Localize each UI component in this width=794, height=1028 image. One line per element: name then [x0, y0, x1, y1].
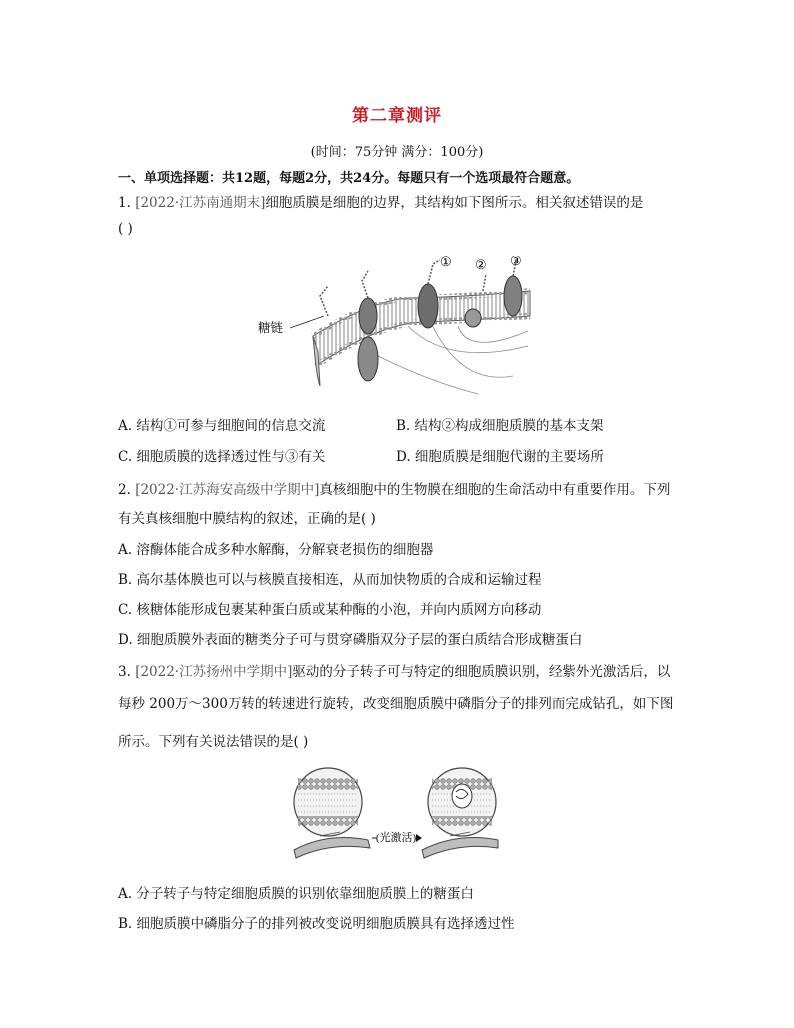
option-1d[interactable]: D. 细胞质膜是细胞代谢的主要场所	[396, 449, 604, 465]
option-2d[interactable]: D. 细胞质膜外表面的糖类分子可与贯穿磷脂双分子层的蛋白质结合形成糖蛋白	[118, 632, 583, 648]
question-2-stem-cont: 有关真核细胞中膜结构的叙述，正确的是( )	[118, 511, 376, 527]
question-source: [2022·江苏海安高级中学期中]	[135, 482, 320, 498]
answer-paren: ( )	[118, 221, 133, 237]
question-source: [2022·江苏南通期末]	[135, 195, 266, 211]
exam-info: (时间：75分钟 满分：100分)	[310, 145, 484, 160]
question-text: 驱动的分子转子可与特定的细胞质膜识别，经紫外光激活后，以	[292, 664, 671, 680]
question-3-stem	[118, 660, 670, 680]
question-text: 细胞质膜是细胞的边界，其结构如下图所示。相关叙述错误的是	[265, 195, 644, 211]
marker-1: ①	[440, 256, 452, 270]
option-3b[interactable]: B. 细胞质膜中磷脂分子的排列被改变说明细胞质膜具有选择透过性	[118, 916, 515, 932]
marker-3: ③	[510, 256, 522, 269]
option-1b[interactable]: B. 结构②构成细胞质膜的基本支架	[396, 418, 604, 434]
question-text: 真核细胞中的生物膜在细胞的生命活动中有重要作用。下列	[319, 482, 671, 498]
question-source: [2022·江苏扬州中学期中]	[135, 664, 293, 680]
section-heading: 一、单项选择题：共12题，每题2分，共24分。每题只有一个选项最符合题意。	[118, 171, 580, 186]
question-3-stem-cont: 每秒 200万～300万转的转速进行旋转，改变细胞质膜中磷脂分子的排列而完成钻孔，如下图	[118, 696, 674, 712]
question-number: 3.	[118, 664, 131, 680]
option-1a[interactable]: A. 结构①可参与细胞间的信息交流	[118, 418, 326, 434]
cell-membrane-figure	[258, 256, 534, 396]
option-2c[interactable]: C. 核糖体能形成包裹某种蛋白质或某种酶的小泡，并向内质网方向移动	[118, 602, 542, 618]
sugar-chain-label: 糖链	[258, 321, 284, 335]
question-2-stem	[118, 478, 670, 498]
question-3-stem-cont2: 所示。下列有关说法错误的是( )	[118, 734, 309, 750]
page-title: 第二章测评	[352, 106, 442, 126]
molecular-rotor-figure	[290, 766, 500, 862]
question-number: 1.	[118, 195, 131, 211]
option-2a[interactable]: A. 溶酶体能合成多种水解酶，分解衰老损伤的细胞器	[118, 542, 434, 558]
question-1-stem	[118, 191, 643, 211]
option-3a[interactable]: A. 分子转子与特定细胞质膜的识别依靠细胞质膜上的糖蛋白	[118, 886, 474, 902]
marker-2: ②	[475, 258, 487, 273]
light-activation-label: (光激活)	[375, 832, 417, 844]
pointer-line	[290, 316, 324, 328]
option-2b[interactable]: B. 高尔基体膜也可以与核膜直接相连，从而加快物质的合成和运输过程	[118, 572, 542, 588]
option-1c[interactable]: C. 细胞质膜的选择透过性与③有关	[118, 449, 326, 465]
question-number: 2.	[118, 482, 131, 498]
